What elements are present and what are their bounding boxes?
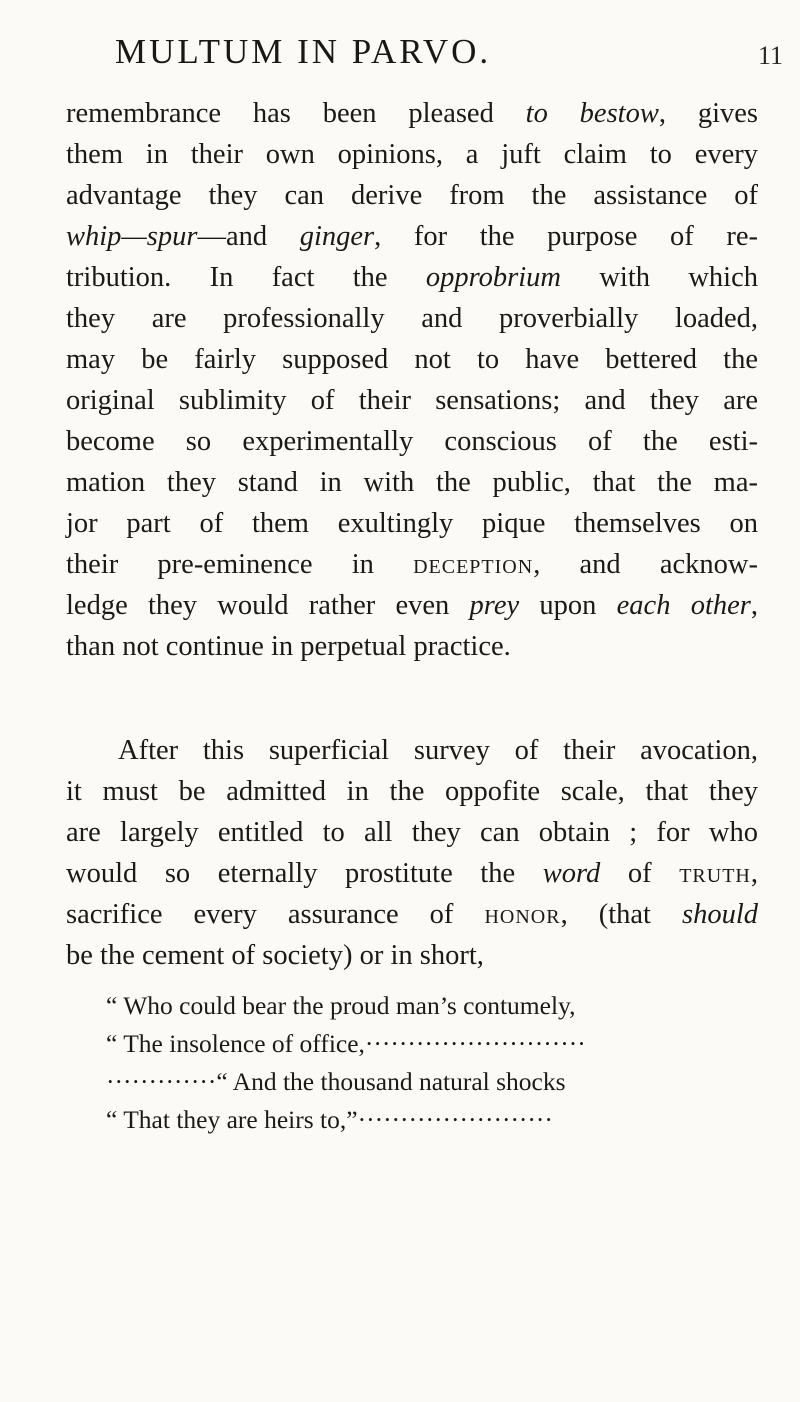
quote-line: “ Who could bear the proud man’s contumely, [106,991,576,1020]
text-line: original sublimity of their sensations; and they are [66,385,758,416]
text-line: than not continue in perpetual practice. [66,631,511,662]
text-line: their pre-eminence in deception, and acknow- [66,549,758,580]
running-title: MULTUM IN PARVO. [115,32,492,71]
text-line: whip—spur—and ginger, for the purpose of re- [66,221,758,252]
text-line: remembrance has been pleased to bestow, gives [66,98,758,129]
quote-line: “ The insolence of office,·························· [106,1029,586,1058]
text-line: would so eternally prostitute the word of truth, [66,858,758,889]
text-line: are largely entitled to all they can obtain ; for who [66,817,758,848]
text-line: advantage they can derive from the assistance of [66,180,758,211]
text-line: it must be admitted in the oppofite scale, that they [66,776,758,807]
text-line: they are professionally and proverbially loaded, [66,303,758,334]
text-line: jor part of them exultingly pique themselves on [66,508,758,539]
text-line: become so experimentally conscious of the esti- [66,426,758,457]
page-header [0,30,800,80]
text-line: mation they stand in with the public, that the ma- [66,467,758,498]
page-number: 11 [758,41,784,70]
text-line: tribution. In fact the opprobrium with which [66,262,758,293]
text-line: sacrifice every assurance of honor, (that should [66,899,758,930]
text-line: them in their own opinions, a juft claim to every [66,139,758,170]
text-line: ledge they would rather even prey upon each other, [66,590,758,621]
text-line: After this superficial survey of their avocation, [118,735,758,766]
text-line: be the cement of society) or in short, [66,940,484,971]
quote-line: “ That they are heirs to,”······················· [106,1105,553,1134]
text-line: may be fairly supposed not to have bettered the [66,344,758,375]
quote-line: ·············“ And the thousand natural shocks [106,1067,566,1096]
